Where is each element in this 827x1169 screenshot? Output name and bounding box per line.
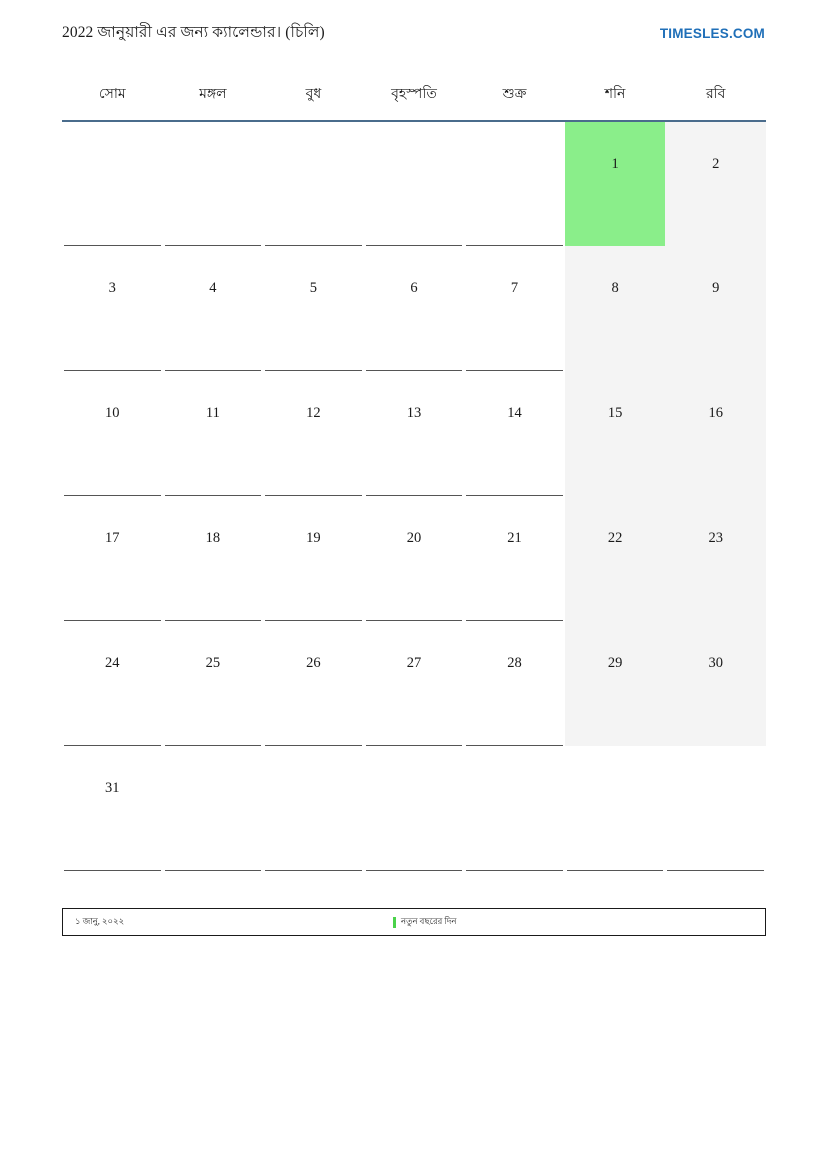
legend-holiday-entry bbox=[393, 915, 456, 929]
day-number: 10 bbox=[105, 405, 120, 421]
day-cell bbox=[565, 371, 666, 496]
day-cell bbox=[665, 371, 766, 496]
day-cell bbox=[163, 121, 264, 246]
day-number: 15 bbox=[607, 405, 623, 421]
day-cell bbox=[665, 746, 766, 871]
cell-divider bbox=[265, 870, 362, 871]
day-number: 21 bbox=[507, 530, 522, 546]
weekday-header-sat: শনি bbox=[604, 87, 626, 102]
day-number: 24 bbox=[105, 655, 120, 671]
day-number: 27 bbox=[406, 655, 422, 671]
day-cell bbox=[163, 621, 264, 746]
day-cell bbox=[464, 621, 565, 746]
calendar-container bbox=[62, 82, 766, 871]
day-cell bbox=[565, 621, 666, 746]
day-cell bbox=[62, 246, 163, 371]
calendar-week-row bbox=[62, 371, 766, 496]
day-number: 6 bbox=[410, 280, 418, 296]
day-cell bbox=[263, 121, 364, 246]
day-number: 19 bbox=[306, 530, 321, 546]
day-cell bbox=[665, 621, 766, 746]
day-cell bbox=[464, 121, 565, 246]
day-cell bbox=[263, 746, 364, 871]
day-number: 2 bbox=[712, 156, 720, 172]
calendar-week-row bbox=[62, 621, 766, 746]
day-cell bbox=[565, 746, 666, 871]
day-number: 13 bbox=[406, 405, 422, 421]
day-number: 16 bbox=[708, 405, 723, 421]
day-number: 29 bbox=[607, 655, 623, 671]
weekday-header-mon: সোম bbox=[98, 87, 126, 102]
cell-divider bbox=[466, 870, 563, 871]
day-number: 17 bbox=[105, 530, 120, 546]
calendar-week-row bbox=[62, 746, 766, 871]
day-number: 8 bbox=[611, 280, 619, 296]
day-cell bbox=[464, 246, 565, 371]
weekday-header-sun: রবি bbox=[705, 87, 726, 102]
day-number: 26 bbox=[306, 655, 321, 671]
cell-divider bbox=[165, 870, 262, 871]
day-number: 1 bbox=[611, 156, 619, 172]
day-cell bbox=[163, 246, 264, 371]
day-cell bbox=[62, 121, 163, 246]
holiday-color-swatch bbox=[393, 917, 396, 928]
day-cell bbox=[364, 621, 465, 746]
weekday-header-tue: মঙ্গল bbox=[199, 87, 227, 102]
day-cell bbox=[263, 621, 364, 746]
day-cell bbox=[665, 246, 766, 371]
day-number: 22 bbox=[607, 530, 623, 546]
day-number: 28 bbox=[507, 655, 522, 671]
day-cell bbox=[263, 246, 364, 371]
day-number: 14 bbox=[507, 405, 522, 421]
cell-divider bbox=[567, 870, 664, 871]
day-cell bbox=[62, 496, 163, 621]
cell-divider bbox=[64, 870, 161, 871]
weekday-header-wed: বুধ bbox=[305, 87, 322, 102]
calendar-table bbox=[62, 82, 766, 871]
day-number: 9 bbox=[712, 280, 720, 296]
calendar-week-row bbox=[62, 496, 766, 621]
day-number: 3 bbox=[108, 280, 116, 296]
day-cell bbox=[62, 746, 163, 871]
calendar-week-row bbox=[62, 246, 766, 371]
day-cell bbox=[62, 621, 163, 746]
day-cell bbox=[364, 371, 465, 496]
day-cell bbox=[364, 746, 465, 871]
day-number: 31 bbox=[105, 780, 120, 796]
site-brand: TIMESLES.COM bbox=[659, 25, 765, 41]
day-cell bbox=[464, 746, 565, 871]
legend-box bbox=[62, 908, 766, 936]
day-cell-holiday bbox=[565, 121, 666, 246]
page-title: 2022 জানুয়ারী এর জন্য ক্যালেন্ডার। (চিলি) bbox=[62, 24, 325, 41]
day-cell bbox=[565, 246, 666, 371]
day-cell bbox=[163, 746, 264, 871]
day-number: 30 bbox=[708, 655, 723, 671]
day-cell bbox=[163, 496, 264, 621]
day-number: 4 bbox=[209, 280, 217, 296]
day-cell bbox=[364, 496, 465, 621]
day-number: 7 bbox=[510, 280, 519, 296]
day-cell bbox=[464, 371, 565, 496]
day-number: 20 bbox=[406, 530, 422, 546]
day-number: 25 bbox=[205, 655, 221, 671]
calendar-week-row bbox=[62, 121, 766, 246]
day-number: 18 bbox=[205, 530, 221, 546]
day-cell bbox=[263, 371, 364, 496]
legend-holiday-label: নতুন বছরের দিন bbox=[401, 916, 457, 926]
day-number: 5 bbox=[309, 280, 318, 296]
day-cell bbox=[464, 496, 565, 621]
day-cell bbox=[565, 496, 666, 621]
cell-divider bbox=[667, 870, 764, 871]
legend-date: ১ জানু, ২০২২ bbox=[75, 916, 125, 926]
calendar-header-row bbox=[62, 82, 766, 121]
day-number: 11 bbox=[205, 405, 220, 421]
day-cell bbox=[163, 371, 264, 496]
calendar-body bbox=[62, 121, 766, 871]
day-number: 12 bbox=[306, 405, 321, 421]
day-cell bbox=[665, 496, 766, 621]
day-cell bbox=[364, 246, 465, 371]
weekday-header-thu: বৃহস্পতি bbox=[391, 87, 437, 102]
day-cell bbox=[263, 496, 364, 621]
page-header bbox=[62, 20, 765, 46]
day-cell bbox=[364, 121, 465, 246]
weekday-header-fri: শুক্র bbox=[502, 87, 527, 102]
day-number: 23 bbox=[708, 530, 723, 546]
cell-divider bbox=[366, 870, 463, 871]
day-cell bbox=[665, 121, 766, 246]
day-cell bbox=[62, 371, 163, 496]
